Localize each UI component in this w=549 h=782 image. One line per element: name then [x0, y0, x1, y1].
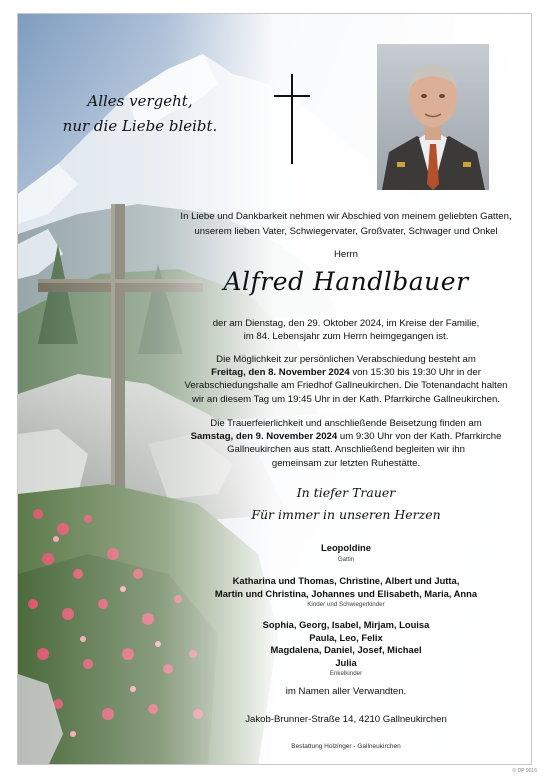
intro-text — [164, 210, 528, 239]
grandchildren-block — [164, 619, 528, 678]
grandchildren-line-1: Sophia, Georg, Isabel, Mirjam, Louisa — [262, 619, 430, 630]
obituary-frame — [17, 13, 532, 765]
grandchildren-role: Enkelkinder — [329, 670, 363, 678]
farewell-line-4: wir an diesem Tag um 19:45 Uhr in der Kath. Pfarrkirche Gallneukirchen. — [191, 393, 501, 405]
salutation: Herrn — [334, 249, 358, 260]
funeral-line-1: Die Trauerfeierlichkeit und anschließende Beisetzung finden am — [210, 418, 482, 429]
death-notice — [164, 317, 528, 343]
farewell-date: Freitag, den 8. November 2024 — [211, 367, 350, 379]
relatives-note: im Namen aller Verwandten. — [285, 686, 407, 697]
undertaker-credit: Bestattung Holzinger - Gallneukirchen — [291, 743, 401, 750]
portrait-photo — [377, 44, 489, 190]
funeral-line-4: gemeinsam zur letzten Ruhestätte. — [271, 457, 421, 469]
funeral-time: um 9:30 Uhr von der Kath. Pfarrkirche — [337, 431, 502, 443]
motto-line-1: Alles vergeht, — [87, 92, 193, 110]
funeral-date: Samstag, den 9. November 2024 — [190, 431, 338, 443]
intro-line-1: In Liebe und Dankbarkeit nehmen wir Abschied von meinem geliebten Gatten, — [180, 211, 512, 222]
death-line-2: im 84. Lebensjahr zum Herrn heimgegangen ist. — [243, 331, 449, 343]
grandchildren-line-3: Magdalena, Daniel, Josef, Michael — [270, 644, 422, 656]
family-address: Jakob-Brunner-Straße 14, 4210 Gallneukirchen — [245, 714, 447, 725]
children-line-2: Martin und Christina, Johannes und Elisabeth, Maria, Anna — [214, 587, 478, 599]
farewell-line-1: Die Möglichkeit zur persönlichen Verabschiedung besteht am — [216, 354, 476, 365]
farewell-time: von 15:30 bis 19:30 Uhr in der — [349, 367, 481, 379]
farewell-line-2 — [164, 366, 528, 379]
deceased-name: Alfred Handlbauer — [223, 267, 469, 296]
corner-code: © DP 9016 — [512, 768, 537, 774]
mourning-line-2: Für immer in unseren Herzen — [251, 507, 441, 522]
funeral-line-2 — [164, 430, 528, 443]
children-role: Kinder und Schwiegerkinder — [307, 601, 385, 609]
spouse-role: Gattin — [337, 555, 355, 563]
intro-line-2: unserem lieben Vater, Schwiegervater, Großvater, Schwager und Onkel — [194, 225, 498, 237]
farewell-info — [164, 353, 528, 406]
spouse-block — [164, 542, 528, 564]
motto — [60, 89, 220, 139]
grandchildren-line-4: Julia — [335, 656, 357, 668]
death-line-1: der am Dienstag, den 29. Oktober 2024, im Kreise der Familie, — [212, 318, 480, 329]
cross-icon — [272, 74, 312, 164]
children-block — [164, 575, 528, 609]
children-line-1: Katharina und Thomas, Christine, Albert und Jutta, — [232, 575, 460, 586]
motto-line-2: nur die Liebe bleibt. — [62, 117, 218, 135]
farewell-line-3: Verabschiedungshalle am Friedhof Gallneukirchen. Die Totenandacht halten — [184, 380, 508, 392]
funeral-line-3: Gallneukirchen aus statt. Anschließend begleiten wir ihn — [227, 444, 465, 456]
spouse-name: Leopoldine — [321, 542, 371, 553]
funeral-info — [164, 417, 528, 470]
mourning-line-1: In tiefer Trauer — [296, 485, 396, 500]
grandchildren-line-2: Paula, Leo, Felix — [309, 631, 383, 643]
